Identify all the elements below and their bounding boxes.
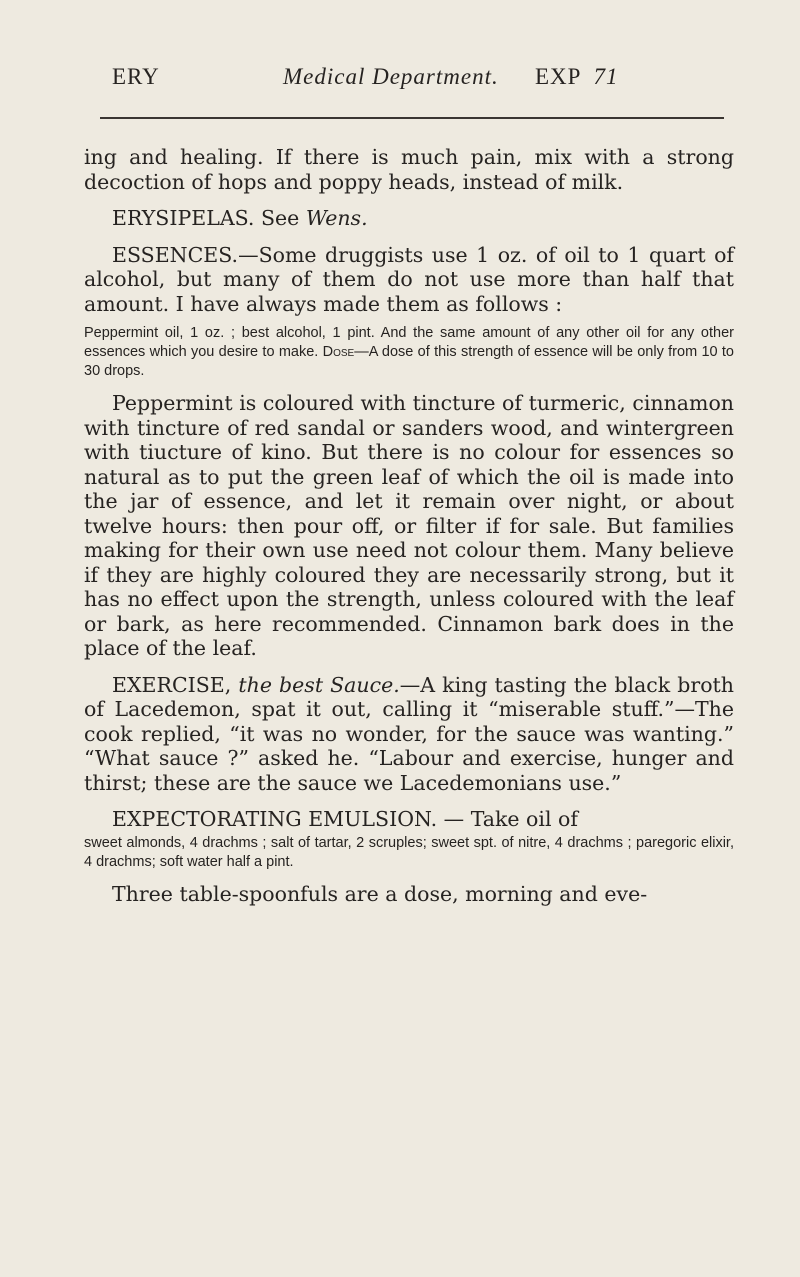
continuation-paragraph: ing and healing. If there is much pain, mix with a strong decoction of hops and poppy heads, instead of milk. bbox=[84, 145, 734, 194]
entry-heading-erysipelas: ERYSIPELAS. bbox=[112, 206, 255, 230]
page-body bbox=[84, 145, 734, 918]
dose-text: —A dose of this strength of essence will be only from 10 to 30 drops. bbox=[84, 344, 734, 379]
final-paragraph: Three table-spoonfuls are a dose, morning and eve- bbox=[112, 881, 648, 906]
expectorating-recipe: sweet almonds, 4 drachms ; salt of tartar, 2 scruples; sweet spt. of nitre, 4 drachms ; paregoric elixir, 4 drachms; soft water half a pint. bbox=[84, 834, 734, 870]
exercise-text: —A king tasting the black broth of Lacedemon, spat it out, calling it “miserable stuff.”—The cook replied, “it was no wonder, for the sauce was wanting.” “What sauce ?” asked he. “Labour and exercise, hunger and thirst; these are the sauce we Lacedemonians use.” bbox=[84, 672, 734, 795]
dose-label: Dose bbox=[322, 344, 355, 360]
recipe-note bbox=[84, 324, 734, 381]
expectorating-intro: — Take oil of bbox=[443, 807, 578, 831]
header-rule bbox=[100, 117, 724, 119]
header-left-word: ERY bbox=[112, 64, 160, 89]
entry-essences bbox=[84, 243, 734, 317]
entry-expectorating bbox=[84, 807, 734, 832]
recipe-text: Peppermint oil, 1 oz. ; best alcohol, 1 pint. And the same amount of any other oil for any other essences which you desire to make. bbox=[84, 325, 734, 360]
header-right bbox=[535, 64, 618, 90]
essences-text: —Some druggists use 1 oz. of oil to 1 quart of alcohol, but many of them do not use more than half that amount. I have always made them as follows : bbox=[84, 242, 734, 316]
entry-erysipelas bbox=[84, 206, 734, 231]
exercise-subtitle: the best Sauce. bbox=[238, 672, 400, 697]
page-number: 71 bbox=[593, 64, 619, 89]
peppermint-paragraph: Peppermint is coloured with tincture of turmeric, cinnamon with tincture of red sandal or sanders wood, and wintergreen with tiucture of kino. But there is no colour for essences so natural as to put the green leaf of which the oil is made into the jar of essence, and let it remain over night, or about twelve hours: then pour off, or filter if for sale. But families making for their own use need not colour them. Many believe if they are highly coloured they are necessarily strong, but it has no effect upon the strength, unless coloured with the leaf or bark, as here recommended. Cinnamon bark does in the place of the leaf. bbox=[84, 391, 734, 660]
cross-reference: Wens. bbox=[305, 206, 368, 230]
entry-exercise bbox=[84, 673, 734, 796]
entry-heading-essences: ESSENCES. bbox=[112, 242, 239, 267]
header-section-title: Medical Department. bbox=[283, 64, 499, 89]
running-head bbox=[68, 64, 740, 98]
entry-heading-expectorating: EXPECTORATING EMULSION. bbox=[112, 807, 438, 831]
entry-heading-exercise: EXERCISE, bbox=[112, 672, 232, 697]
header-right-word: EXP bbox=[535, 64, 582, 89]
see-label: See bbox=[260, 206, 300, 230]
